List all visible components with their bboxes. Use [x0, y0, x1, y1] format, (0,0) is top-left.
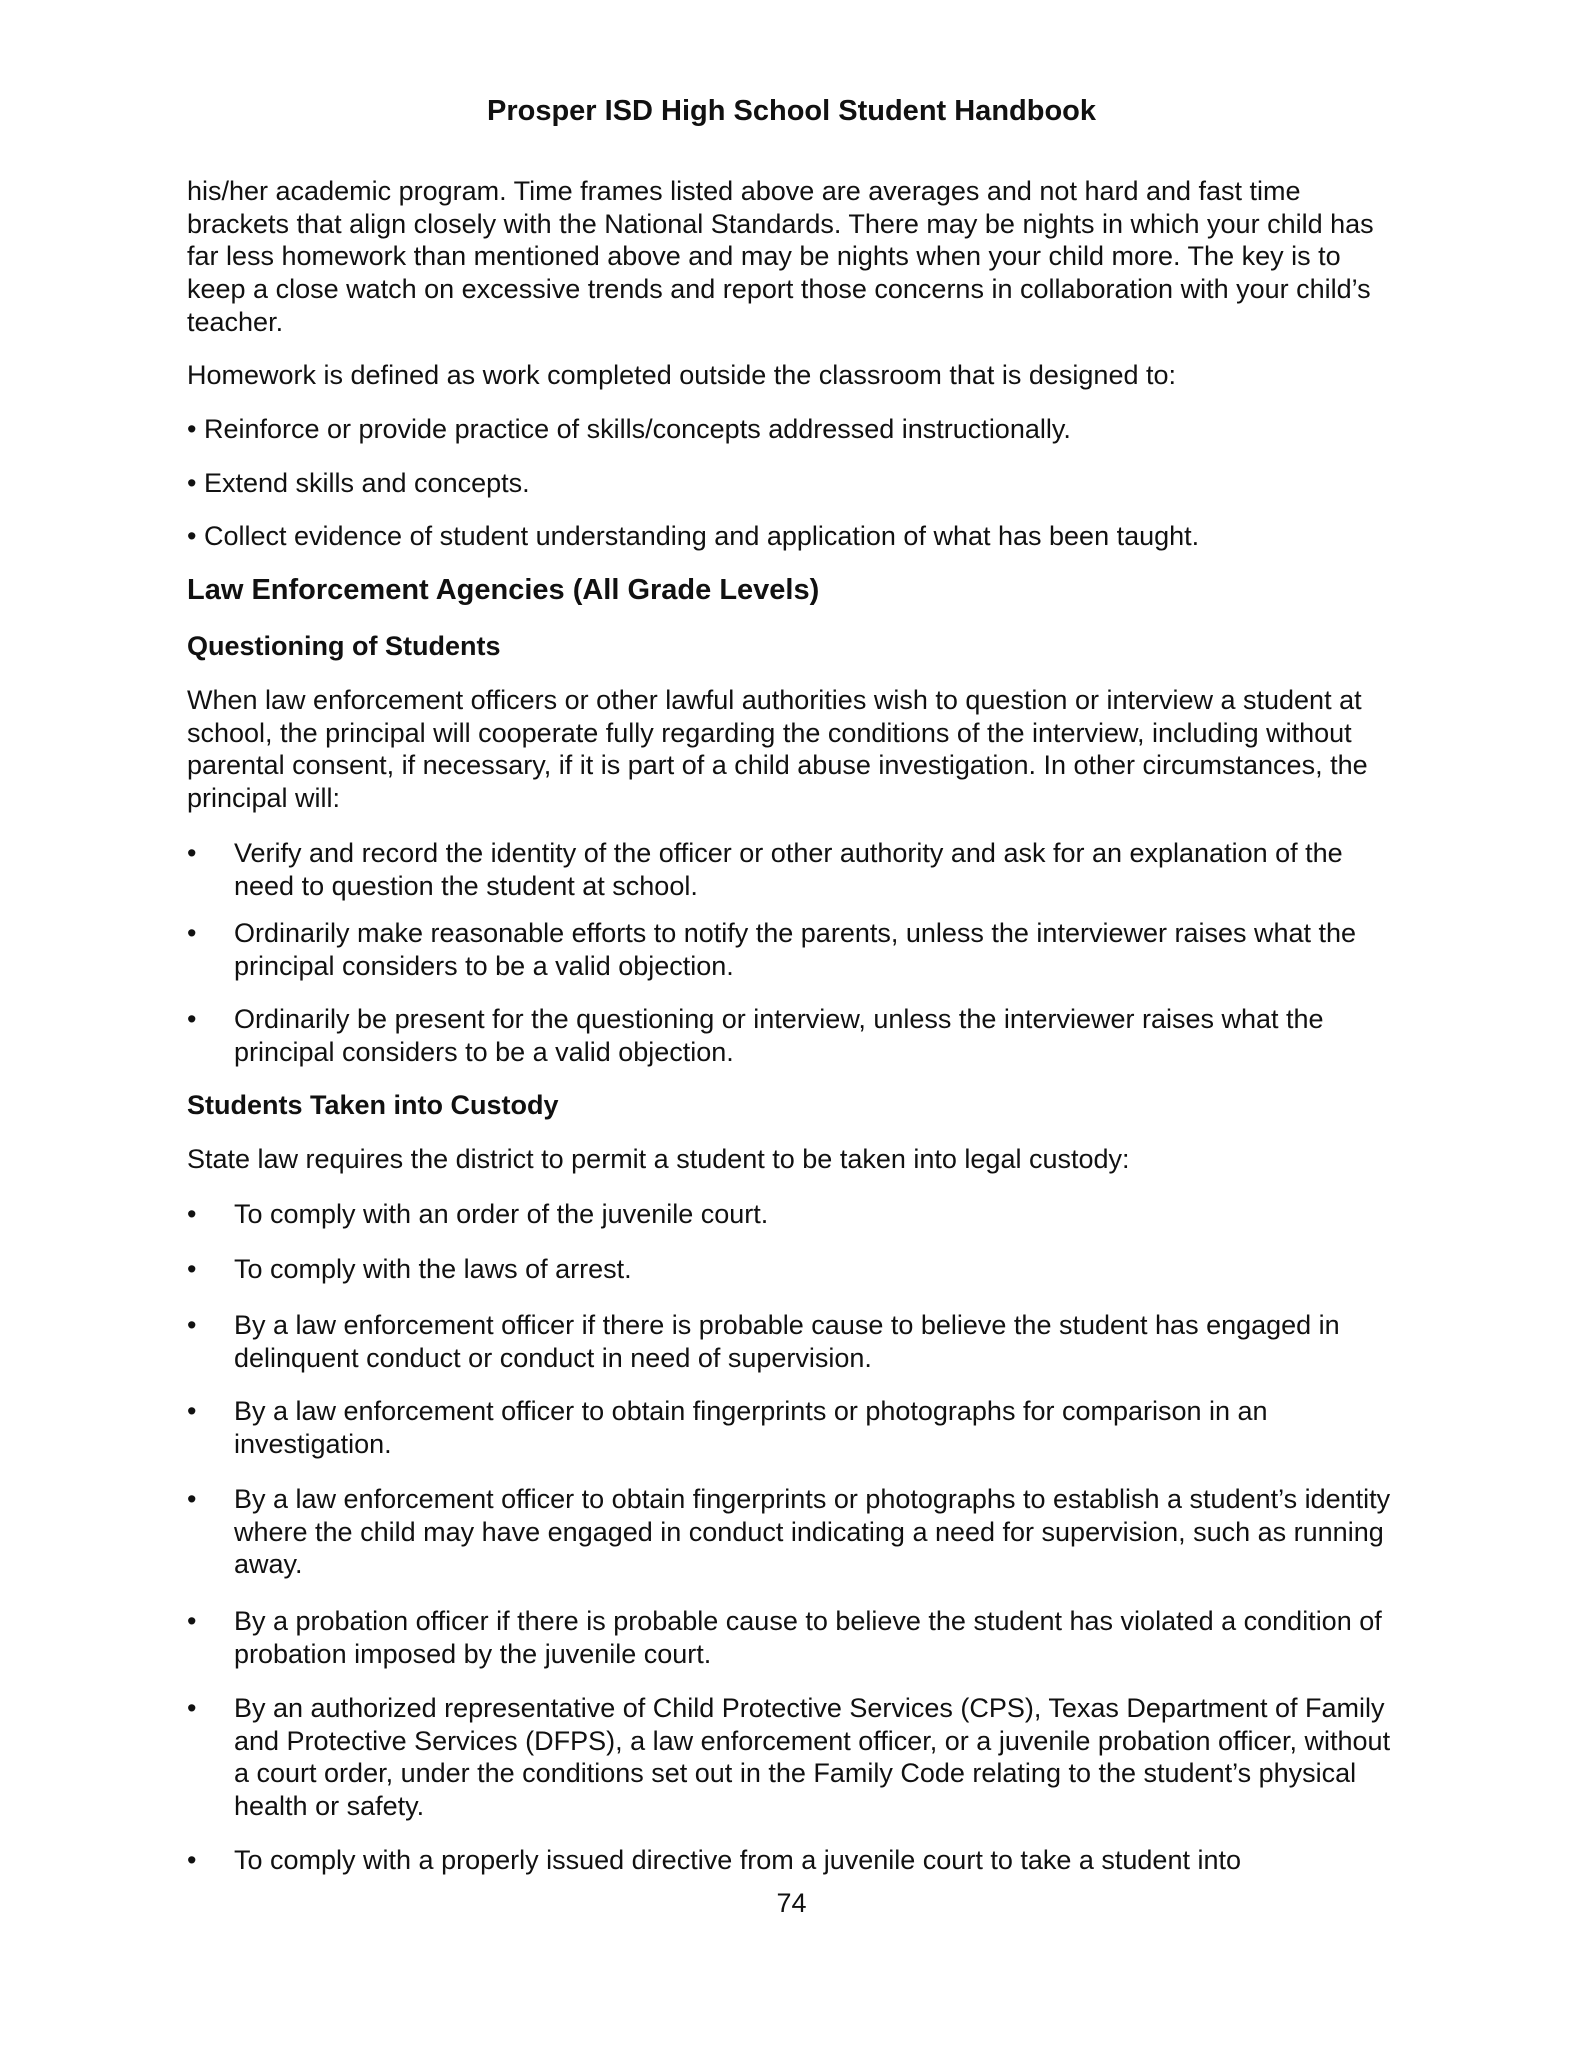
subheading-questioning: Questioning of Students — [187, 631, 501, 661]
bullet-icon: • — [187, 1693, 197, 1723]
bullet-icon: • — [187, 918, 197, 948]
intro-paragraph: his/her academic program. Time frames listed above are averages and not hard and fast time brackets that align closely with the National Standards. There may be nights in which your child has far less homework than mentioned above and may be nights when your child more. The key is to keep a close watch on excessive trends and report those concerns in collaboration with your child’s teacher. — [187, 176, 1374, 337]
homework-definition: Homework is defined as work completed outside the classroom that is designed to: — [187, 360, 1176, 390]
bullet-icon: • — [187, 838, 197, 868]
bullet-icon: • — [187, 1606, 197, 1636]
bullet-icon: • — [187, 1254, 197, 1284]
bullet-icon: • — [187, 1004, 197, 1034]
bullet-icon: • — [187, 1310, 197, 1340]
bullet-icon: • — [187, 1199, 197, 1229]
bullet-icon: • — [187, 1484, 197, 1514]
questioning-paragraph: When law enforcement officers or other lawful authorities wish to question or interview a student at school, the principal will cooperate fully regarding the conditions of the interview, including without parental consent, if necessary, if it is part of a child abuse investigation. In other circumstances, the principal will: — [187, 685, 1368, 814]
document-title: Prosper ISD High School Student Handbook — [486, 95, 1097, 127]
homework-item: • Collect evidence of student understanding and application of what has been taught. — [187, 521, 1200, 551]
homework-item: • Reinforce or provide practice of skills/concepts addressed instructionally. — [187, 414, 1071, 444]
homework-item: • Extend skills and concepts. — [187, 468, 530, 498]
bullet-icon: • — [187, 1396, 197, 1426]
custody-paragraph: State law requires the district to permit a student to be taken into legal custody: — [187, 1144, 1130, 1174]
section-heading-law-enforcement: Law Enforcement Agencies (All Grade Levels) — [187, 574, 820, 606]
page-number: 74 — [776, 1888, 807, 1918]
subheading-custody: Students Taken into Custody — [187, 1090, 559, 1120]
bullet-icon: • — [187, 1845, 197, 1875]
